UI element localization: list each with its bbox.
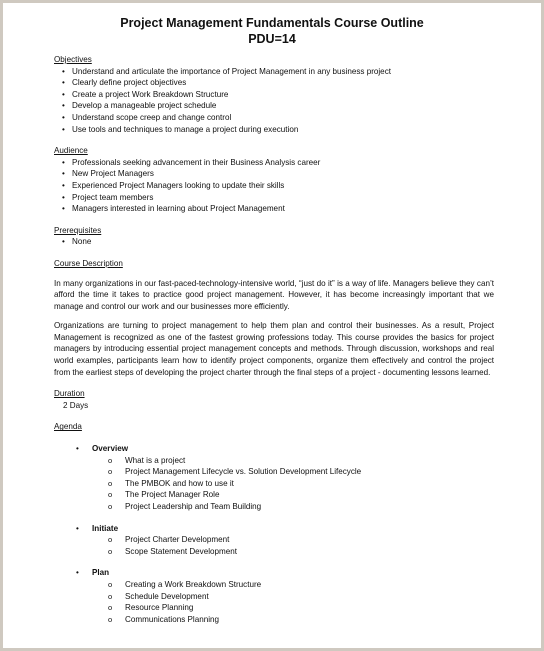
list-item: • Understand scope creep and change control [54,112,494,124]
list-item: • Clearly define project objectives [54,77,494,89]
document-subtitle: PDU=14 [248,32,296,46]
document-title: Project Management Fundamentals Course Outline [120,16,424,30]
list-item: • New Project Managers [54,168,494,180]
duration-heading: Duration [54,389,85,399]
agenda-section-title: • Overview [66,443,494,455]
list-item: • Experienced Project Managers looking to update their skills [54,180,494,192]
course-description-heading: Course Description [54,258,123,268]
agenda-section-title: • Initiate [66,523,494,535]
list-item: o Schedule Development [66,591,494,603]
agenda-section-overview [66,443,494,513]
agenda-heading: Agenda [54,422,82,432]
prerequisites-list [54,236,494,248]
document-body [54,54,494,625]
description-paragraph: Organizations are turning to project management to help them plan and control their businesses. As a result, Project Management is recognized as one of the fastest growing professions today. This course provides the basics for project managers by introducing essential project management concepts and methods. Through discussion, workshops and real world examples, participants learn how to identify project components, organize them effectively and control the project from the earliest steps of developing the project charter through the final steps of a project - documenting lessons learned. [54,321,494,377]
agenda-section-initiate [66,523,494,558]
list-item: o The PMBOK and how to use it [66,478,494,490]
list-item: o Scope Statement Development [66,546,494,558]
document-page [3,3,541,648]
duration-value: 2 Days [63,400,89,410]
list-item: o The Project Manager Role [66,489,494,501]
list-item: • Understand and articulate the importance of Project Management in any business project [54,66,494,78]
list-item: • None [54,236,494,248]
list-item: o Creating a Work Breakdown Structure [66,579,494,591]
audience-heading: Audience [54,146,88,156]
agenda-item-list [66,455,494,513]
agenda-section-title: • Plan [66,567,494,579]
prerequisites-heading: Prerequisites [54,225,102,235]
list-item: o Resource Planning [66,602,494,614]
agenda-item-list [66,534,494,557]
list-item: • Create a project Work Breakdown Structure [54,89,494,101]
list-item: o What is a project [66,455,494,467]
list-item: • Use tools and techniques to manage a project during execution [54,124,494,136]
description-paragraph: In many organizations in our fast-paced-technology-intensive world, “just do it” is a way of life. Managers believe they can’t afford the time it takes to practice good project management. However, it has become increasingly important that we manage and control our work and our businesses more efficiently. [54,278,494,311]
objectives-list [54,66,494,136]
audience-list [54,157,494,215]
list-item: o Communications Planning [66,614,494,626]
list-item: • Managers interested in learning about Project Management [54,203,494,215]
objectives-heading: Objectives [54,55,92,64]
list-item: o Project Leadership and Team Building [66,501,494,513]
list-item: • Develop a manageable project schedule [54,100,494,112]
list-item: o Project Charter Development [66,534,494,546]
list-item: • Project team members [54,192,494,204]
list-item: o Project Management Lifecycle vs. Solution Development Lifecycle [66,466,494,478]
agenda-item-list [66,579,494,625]
list-item: • Professionals seeking advancement in their Business Analysis career [54,157,494,169]
agenda-section-plan [66,567,494,625]
